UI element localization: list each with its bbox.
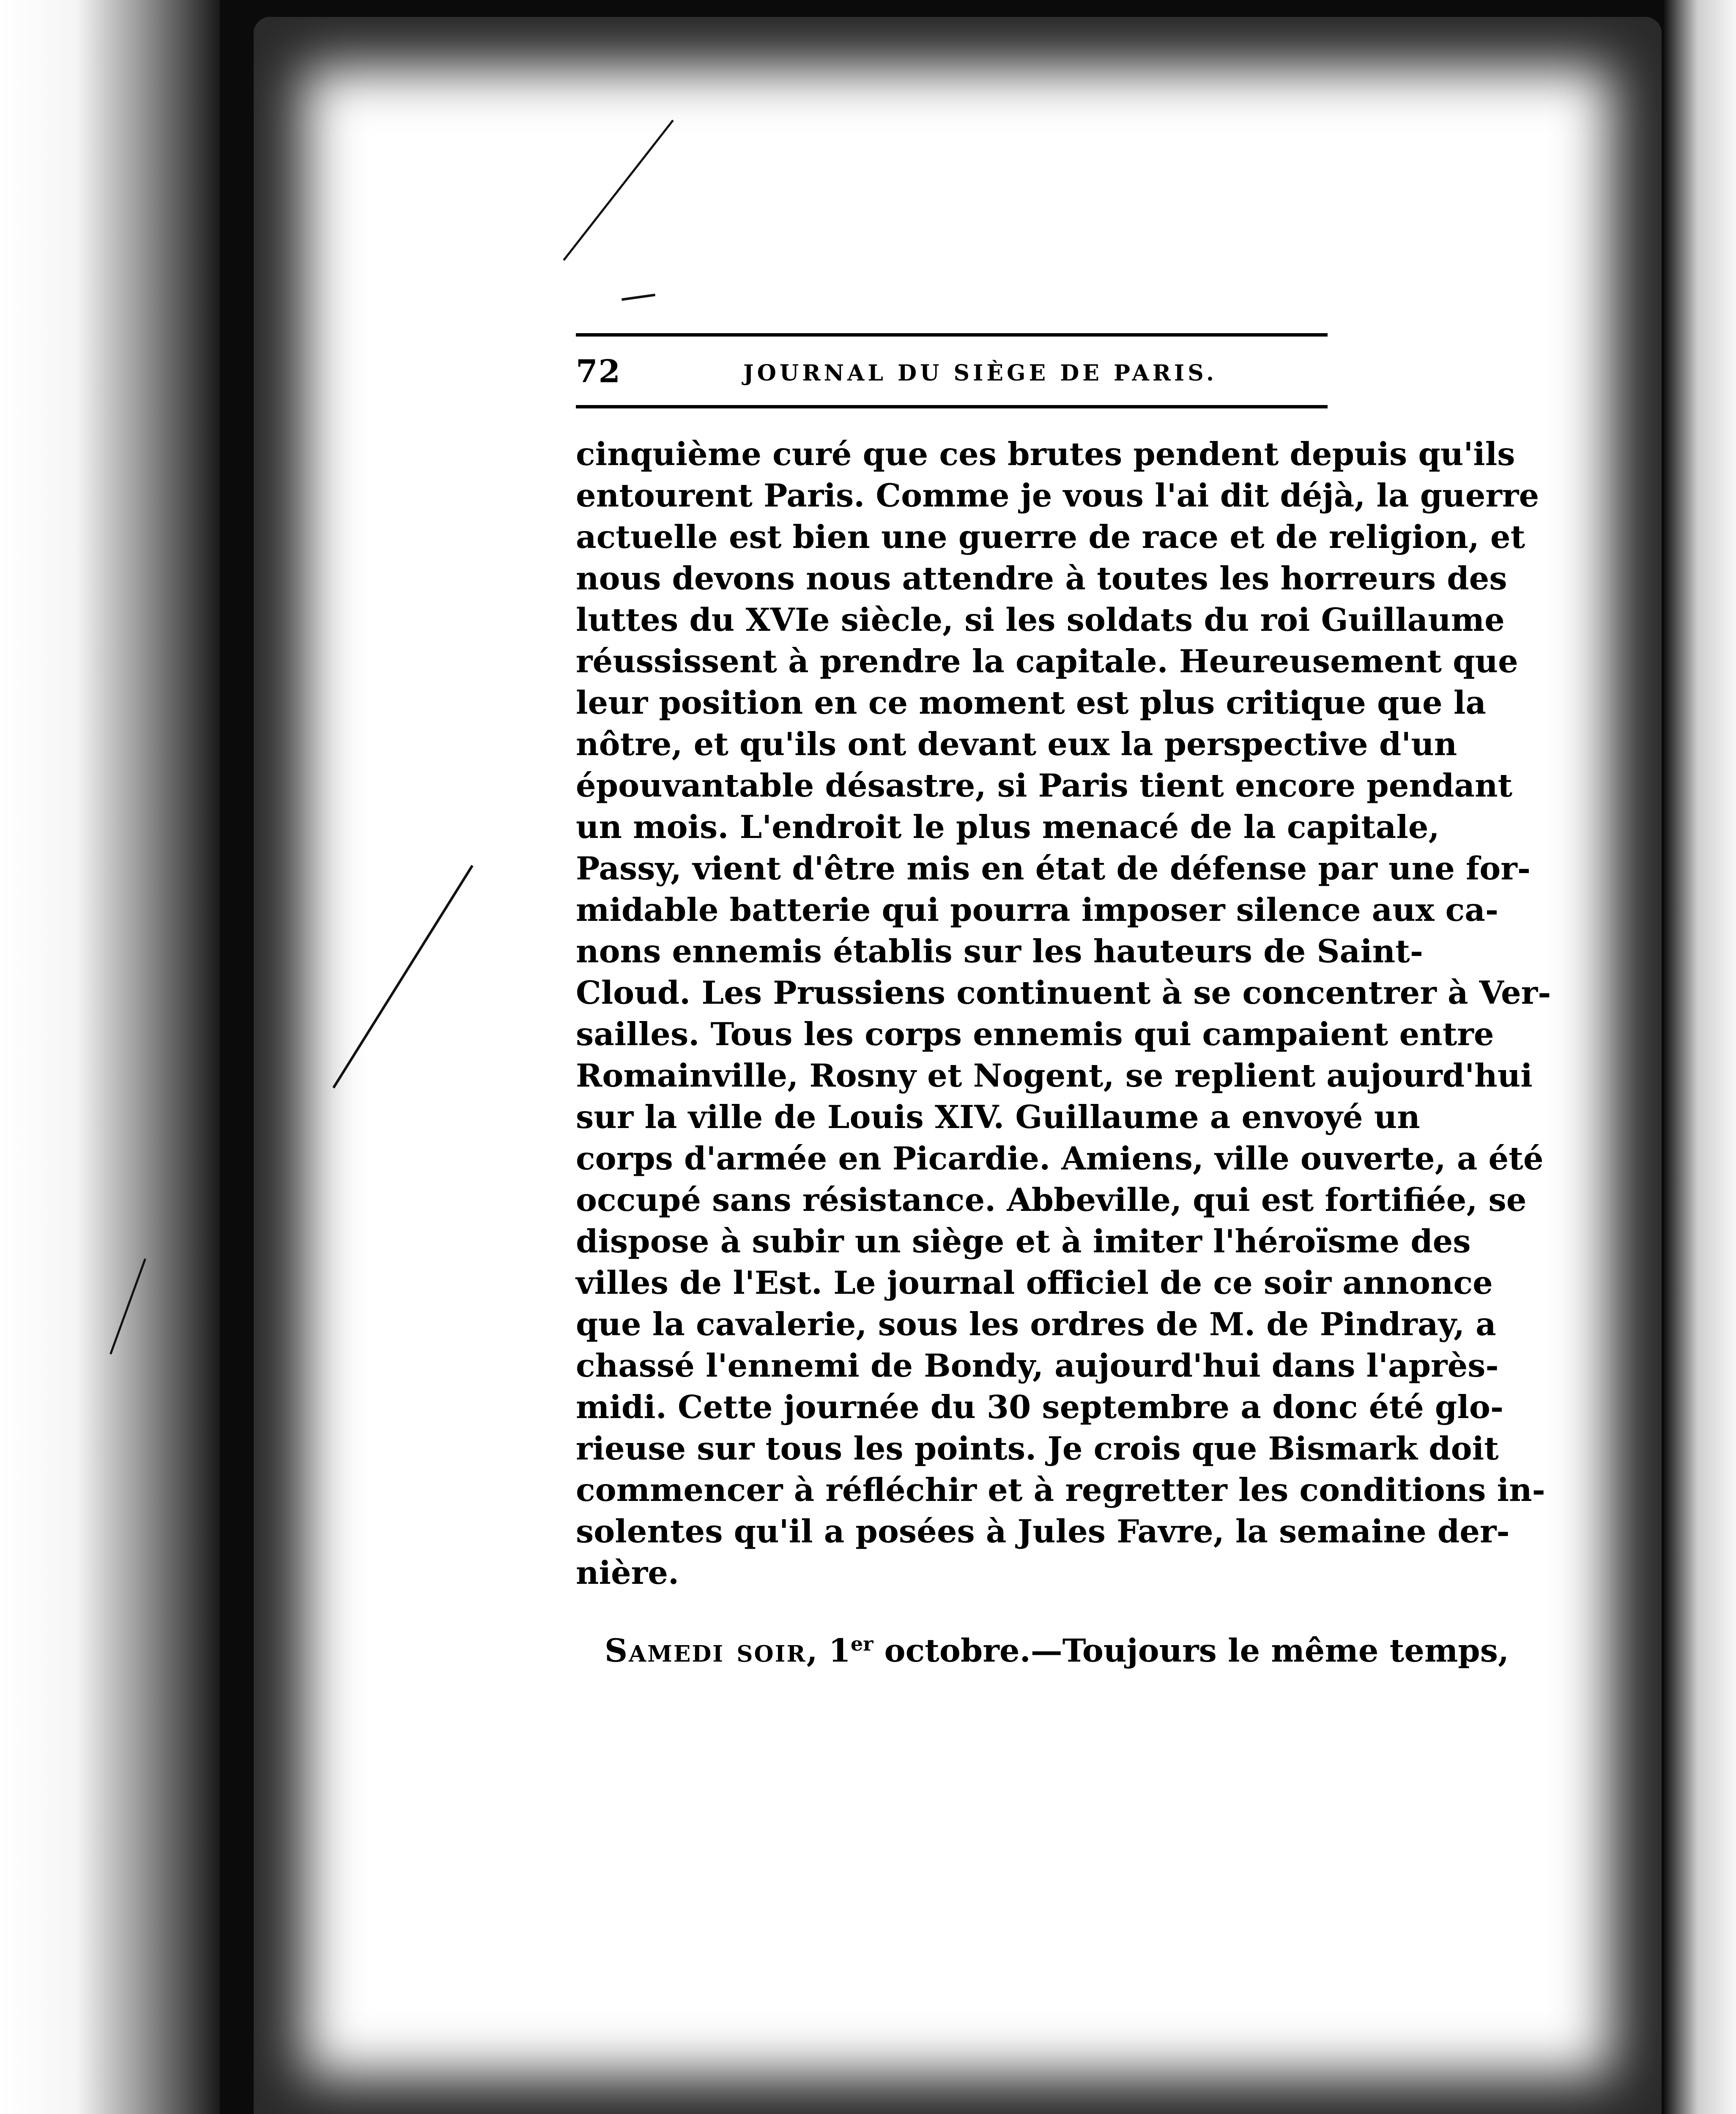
- running-head-title: JOURNAL DU SIÈGE DE PARIS.: [743, 360, 1218, 386]
- text-line: nôtre, et qu'ils ont devant eux la perspective d'un: [576, 726, 1457, 763]
- entry-text: —Toujours le même temps,: [1030, 1632, 1509, 1669]
- text-line: épouvantable désastre, si Paris tient encore pendant: [576, 767, 1513, 804]
- text-line: cinquième curé que ces brutes pendent depuis qu'ils: [576, 435, 1515, 473]
- header-rule-bottom: [576, 405, 1328, 408]
- scan-left-edge: [0, 0, 220, 2114]
- text-line: un mois. L'endroit le plus menacé de la capitale,: [576, 808, 1440, 846]
- text-line: nons ennemis établis sur les hauteurs de Saint-: [576, 933, 1423, 970]
- body-paragraph: [576, 433, 1551, 1594]
- text-line: actuelle est bien une guerre de race et de religion, et: [576, 518, 1525, 556]
- text-line: que la cavalerie, sous les ordres de M. de Pindray, a: [576, 1306, 1496, 1343]
- entry-date-ordinal: er: [850, 1632, 873, 1655]
- text-line: entourent Paris. Comme je vous l'ai dit déjà, la guerre: [576, 477, 1539, 514]
- text-line: corps d'armée en Picardie. Amiens, ville ouverte, a été: [576, 1140, 1544, 1177]
- text-line: Romainville, Rosny et Nogent, se replient aujourd'hui: [576, 1057, 1533, 1094]
- header-rule-top: [576, 333, 1328, 337]
- text-line: solentes qu'il a posées à Jules Favre, la semaine der-: [576, 1513, 1510, 1550]
- text-line: nous devons nous attendre à toutes les horreurs des: [576, 560, 1507, 597]
- text-line: midi. Cette journée du 30 septembre a donc été glo-: [576, 1388, 1504, 1426]
- entry-date-month: octobre.: [873, 1632, 1031, 1669]
- entry-date-day: 1: [828, 1632, 851, 1669]
- page-number: 72: [576, 353, 621, 390]
- text-line: Cloud. Les Prussiens continuent à se concentrer à Ver-: [576, 974, 1551, 1011]
- running-head: [576, 349, 1328, 396]
- diary-entry-start: [605, 1630, 1509, 1671]
- text-line: sur la ville de Louis XIV. Guillaume a envoyé un: [576, 1098, 1420, 1136]
- text-line: dispose à subir un siège et à imiter l'héroïsme des: [576, 1223, 1471, 1260]
- text-line: occupé sans résistance. Abbeville, qui est fortifiée, se: [576, 1181, 1527, 1219]
- text-line: commencer à réfléchir et à regretter les conditions in-: [576, 1471, 1545, 1509]
- text-line: midable batterie qui pourra imposer silence aux ca-: [576, 891, 1498, 928]
- text-line: rieuse sur tous les points. Je crois que Bismark doit: [576, 1430, 1499, 1467]
- entry-comma: ,: [806, 1632, 829, 1669]
- text-line: sailles. Tous les corps ennemis qui campaient entre: [576, 1016, 1494, 1053]
- text-line: leur position en ce moment est plus critique que la: [576, 684, 1486, 721]
- text-line: réussissent à prendre la capitale. Heureusement que: [576, 643, 1518, 680]
- scan-right-edge: [1664, 0, 1736, 2114]
- entry-heading: Samedi soir: [605, 1632, 807, 1669]
- text-line: Passy, vient d'être mis en état de défense par une for-: [576, 850, 1531, 887]
- text-line: villes de l'Est. Le journal officiel de ce soir annonce: [576, 1264, 1493, 1301]
- text-line: chassé l'ennemi de Bondy, aujourd'hui dans l'après-: [576, 1347, 1499, 1384]
- text-line: luttes du XVIe siècle, si les soldats du roi Guillaume: [576, 601, 1505, 638]
- text-line: nière.: [576, 1554, 679, 1591]
